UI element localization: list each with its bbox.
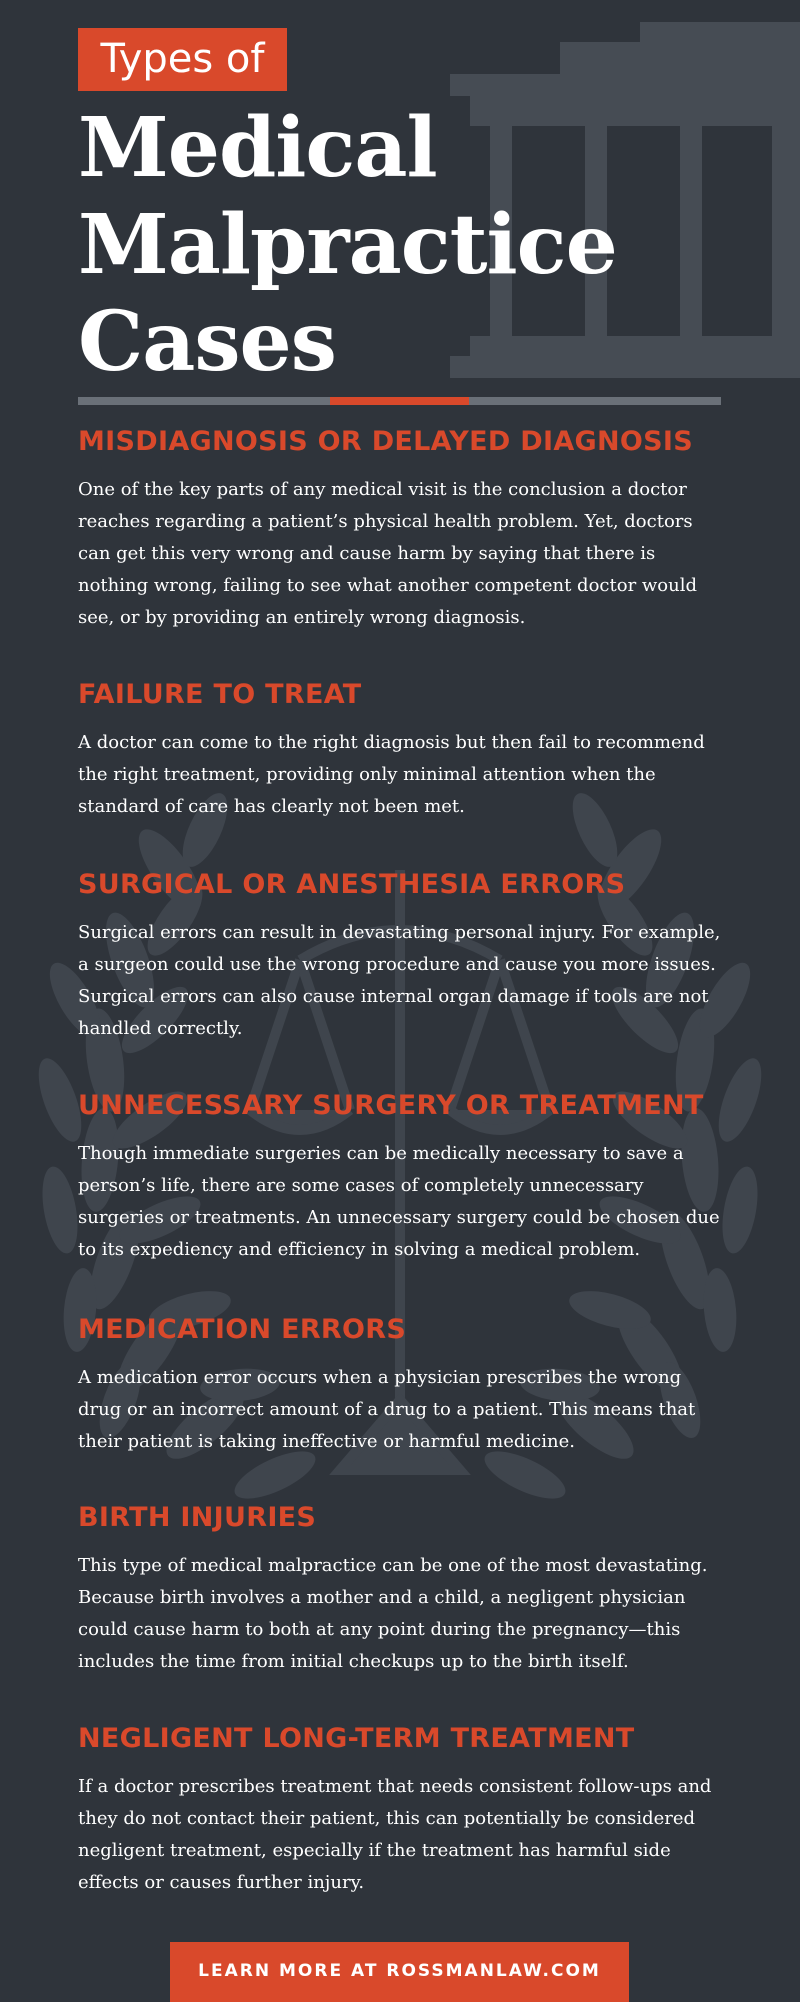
section-heading: UNNECESSARY SURGERY OR TREATMENT xyxy=(78,1090,704,1121)
section-heading: SURGICAL OR ANESTHESIA ERRORS xyxy=(78,869,626,900)
subtitle-tag: Types of xyxy=(78,28,287,91)
section-body: One of the key parts of any medical visit is the conclusion a doctor reaches regarding a patient’s physical health problem. Yet, doctors can get this very wrong and cause harm by saying that there is nothing wrong, failing to see what another competent doctor would see, or by providing an entirely wrong diagnosis. xyxy=(78,479,698,628)
title-line: Malpractice xyxy=(78,197,617,293)
section-misdiagnosis xyxy=(78,424,728,634)
section-birth-injuries xyxy=(78,1500,728,1678)
section-medication-errors xyxy=(78,1312,728,1458)
section-heading: NEGLIGENT LONG-TERM TREATMENT xyxy=(78,1723,635,1754)
section-heading: FAILURE TO TREAT xyxy=(78,679,362,710)
title-divider-accent xyxy=(330,397,469,405)
section-heading: BIRTH INJURIES xyxy=(78,1502,317,1533)
title-line: Cases xyxy=(78,294,336,390)
section-surgical-errors xyxy=(78,867,728,1045)
section-failure-to-treat xyxy=(78,677,728,823)
section-unnecessary-surgery xyxy=(78,1088,728,1266)
learn-more-button[interactable]: LEARN MORE AT ROSSMANLAW.COM xyxy=(170,1942,629,2002)
section-heading: MEDICATION ERRORS xyxy=(78,1314,407,1345)
section-body: If a doctor prescribes treatment that needs consistent follow-ups and they do not contact their patient, this can potentially be considered negligent treatment, especially if the treatment has harmful side effects or causes further injury. xyxy=(78,1776,712,1893)
title-line: Medical xyxy=(78,100,437,196)
section-negligent-long-term xyxy=(78,1721,728,1899)
section-body: A medication error occurs when a physician prescribes the wrong drug or an incorrect amount of a drug to a patient. This means that their patient is taking ineffective or harmful medicine. xyxy=(78,1367,696,1452)
section-heading: MISDIAGNOSIS OR DELAYED DIAGNOSIS xyxy=(78,426,693,457)
section-body: Though immediate surgeries can be medically necessary to save a person’s life, there are some cases of completely unnecessary surgeries or treatments. An unnecessary surgery could be chosen due to its expediency and efficiency in solving a medical problem. xyxy=(78,1143,720,1260)
page-title xyxy=(78,100,617,391)
section-body: This type of medical malpractice can be one of the most devastating. Because birth involves a mother and a child, a negligent physician could cause harm to both at any point during the pregnancy—this includes the time from initial checkups up to the birth itself. xyxy=(78,1555,708,1672)
section-body: Surgical errors can result in devastating personal injury. For example, a surgeon could use the wrong procedure and cause you more issues. Surgical errors can also cause internal organ damage if tools are not handled correctly. xyxy=(78,922,721,1039)
section-body: A doctor can come to the right diagnosis but then fail to recommend the right treatment, providing only minimal attention when the standard of care has clearly not been met. xyxy=(78,732,705,817)
